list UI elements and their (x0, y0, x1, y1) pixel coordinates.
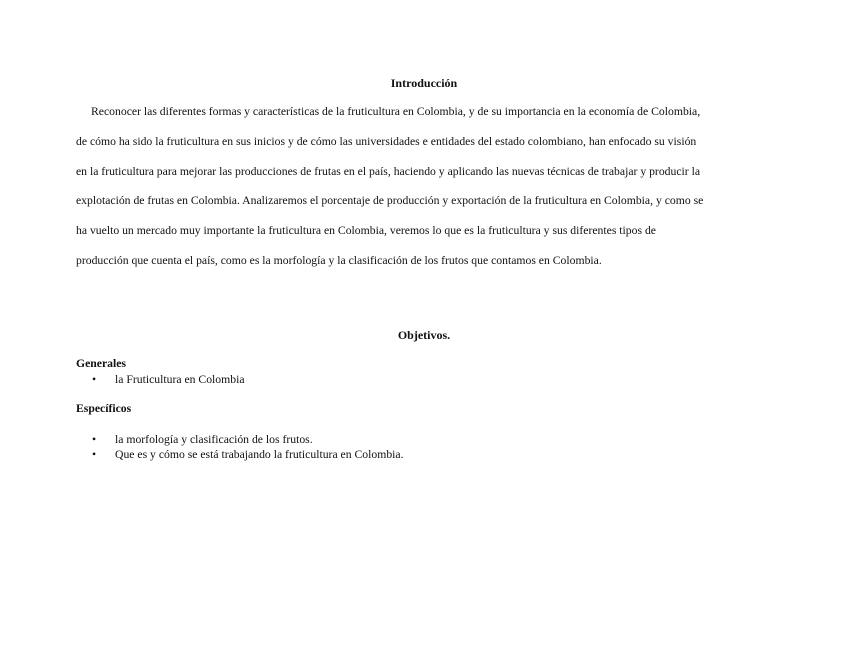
bullet-icon: • (92, 373, 97, 386)
introduction-line-6: producción que cuenta el país, como es la morfología y la clasificación de los frutos que contamos en Colombia. (76, 254, 602, 267)
bullet-icon: • (92, 433, 97, 446)
specific-objective-text: Que es y cómo se está trabajando la fruticultura en Colombia. (115, 448, 404, 461)
general-objective-text: la Fruticultura en Colombia (115, 373, 245, 386)
objectives-heading: Objetivos. (397, 328, 451, 342)
introduction-line-3: en la fruticultura para mejorar las producciones de frutas en el país, haciendo y aplicando las nuevas técnicas de trabajar y producir la (76, 165, 701, 178)
introduction-heading: Introducción (390, 76, 458, 90)
specific-objectives-label: Específicos (76, 402, 132, 415)
introduction-line-1: Reconocer las diferentes formas y características de la fruticultura en Colombia, y de su importancia en la economía de Colombia, (91, 105, 701, 118)
specific-objective-text: la morfología y clasificación de los frutos. (115, 433, 313, 446)
introduction-line-4: explotación de frutas en Colombia. Analizaremos el porcentaje de producción y exportación de la fruticultura en Colombia, y como se (76, 194, 704, 207)
specific-objective-item (92, 448, 404, 462)
introduction-line-5: ha vuelto un mercado muy importante la fruticultura en Colombia, veremos lo que es la fruticultura y sus diferentes tipos de (76, 224, 656, 237)
general-objectives-label: Generales (76, 357, 126, 370)
specific-objective-item (92, 433, 313, 447)
bullet-icon: • (92, 448, 97, 461)
introduction-line-2: de cómo ha sido la fruticultura en sus inicios y de cómo las universidades e entidades del estado colombiano, han enfocado su visión (76, 135, 697, 148)
general-objective-item (92, 373, 245, 387)
